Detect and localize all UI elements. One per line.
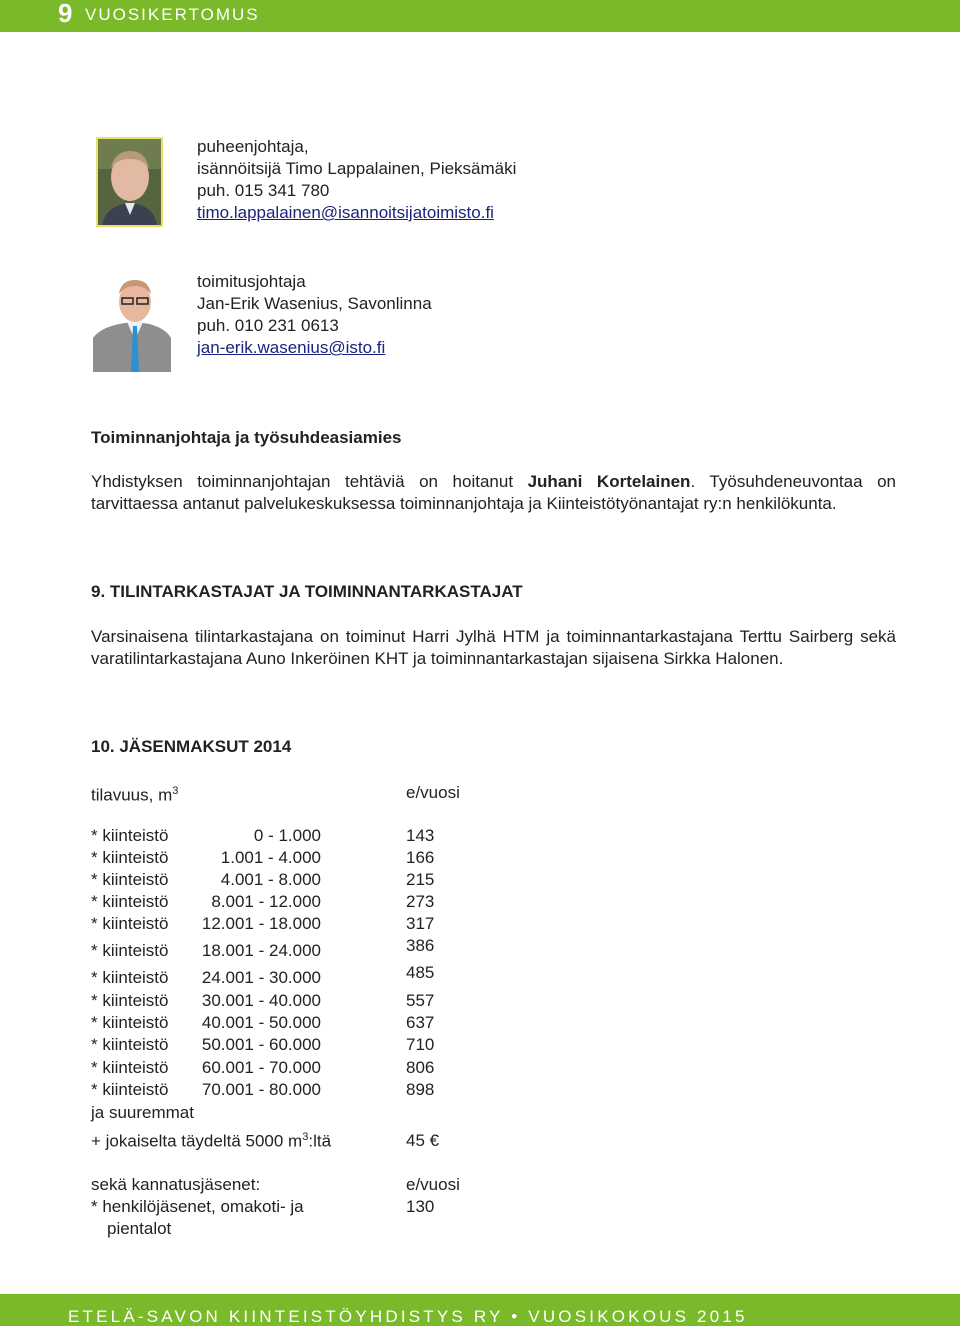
support-item-fee: 130 (406, 1197, 435, 1216)
support-item-line2: pientalot (107, 1219, 172, 1238)
fee-row (91, 1058, 491, 1080)
header-bar (0, 0, 960, 32)
email-link[interactable]: timo.lappalainen@isannoitsijatoimisto.fi (197, 203, 494, 222)
fee-row-range: 12.001 - 18.000 (201, 914, 321, 933)
fee-row (91, 870, 491, 892)
fee-row-label: * kiinteistö (91, 991, 169, 1010)
larger-note: ja suuremmat (91, 1103, 194, 1122)
paragraph-section-9: Varsinaisena tilintarkastajana on toiminut Harri Jylhä HTM ja toiminnantarkastajana Terttu Sairberg sekä varatilintarkastajana Auno Inkeröinen KHT ja toiminnantarkastajan sijaisena Sirkka Halonen. (91, 627, 896, 668)
fee-row-amount: 710 (406, 1035, 435, 1054)
contact-block-1 (197, 136, 516, 224)
fee-row-range: 18.001 - 24.000 (201, 941, 321, 960)
support-members-header: e/vuosi (406, 1175, 460, 1194)
support-members-label: sekä kannatusjäsenet: (91, 1175, 261, 1194)
portrait-photo-jan-erik-wasenius (93, 272, 171, 372)
section-heading-toiminnanjohtaja: Toiminnanjohtaja ja työsuhdeasiamies (91, 428, 402, 447)
fee-row-range: 60.001 - 70.000 (201, 1058, 321, 1077)
fee-row-range: 50.001 - 60.000 (201, 1035, 321, 1054)
role: toimitusjohtaja (197, 272, 306, 291)
fee-row-range: 40.001 - 50.000 (201, 1013, 321, 1032)
fee-row-range: 30.001 - 40.000 (201, 991, 321, 1010)
email-link[interactable]: jan-erik.wasenius@isto.fi (197, 338, 386, 357)
fee-row-label: * kiinteistö (91, 914, 169, 933)
section-heading-10: 10. JÄSENMAKSUT 2014 (91, 737, 292, 756)
fee-row-label: * kiinteistö (91, 1080, 169, 1099)
footer-bar (0, 1294, 960, 1326)
fee-row-amount: 273 (406, 892, 435, 911)
chapter-title: VUOSIKERTOMUS (85, 5, 260, 24)
text-part: . Työsuhdeneuvontaa on tarvittaessa antanut palvelukeskuksessa toiminnanjohtaja ja Kiinteistötyönantajat ry:n henkilökunta. (91, 472, 896, 513)
fee-row-amount: 898 (406, 1080, 435, 1099)
contact-block-2 (197, 271, 432, 359)
fee-row (91, 963, 491, 990)
footer-text: ETELÄ-SAVON KIINTEISTÖYHDISTYS RY • VUOSIKOKOUS 2015 (68, 1307, 748, 1326)
phone: puh. 010 231 0613 (197, 316, 339, 335)
fee-row (91, 936, 491, 963)
fee-row-label: * kiinteistö (91, 1013, 169, 1032)
chapter-number: 9 (58, 0, 73, 28)
fee-row-label: * kiinteistö (91, 892, 169, 911)
column-header-fee: e/vuosi (406, 783, 460, 802)
fee-row-amount: 485 (406, 963, 435, 982)
fee-row-label: * kiinteistö (91, 1058, 169, 1077)
text-part: Yhdistyksen toiminnanjohtajan tehtäviä on hoitanut (91, 472, 528, 491)
fee-row (91, 848, 491, 870)
fee-row (91, 1013, 491, 1035)
paragraph-toiminnanjohtaja (91, 471, 896, 515)
fee-row-range: 1.001 - 4.000 (220, 848, 321, 867)
fee-row-range: 70.001 - 80.000 (201, 1080, 321, 1099)
fee-row-amount: 166 (406, 848, 435, 867)
fee-row-label: * kiinteistö (91, 826, 169, 845)
fee-row (91, 1035, 491, 1057)
fee-row (91, 1080, 491, 1102)
fee-row-amount: 637 (406, 1013, 435, 1032)
fee-row-amount: 386 (406, 936, 435, 955)
fee-row (91, 892, 491, 914)
fee-row-amount: 557 (406, 991, 435, 1010)
fee-row-range: 0 - 1.000 (253, 826, 321, 845)
role: puheenjohtaja, (197, 137, 309, 156)
support-item-line1: * henkilöjäsenet, omakoti- ja (91, 1197, 304, 1216)
extra-fee-value: 45 € (406, 1131, 440, 1150)
fee-row-range: 24.001 - 30.000 (201, 968, 321, 987)
name-bold: Juhani Kortelainen (527, 472, 691, 491)
name: Jan-Erik Wasenius, Savonlinna (197, 294, 432, 313)
extra-fee-label: + jokaiselta täydeltä 5000 $m^3:ltä$ (91, 1131, 332, 1151)
fee-row-label: * kiinteistö (91, 848, 169, 867)
fee-row-amount: 143 (406, 826, 435, 845)
fee-row (91, 914, 491, 936)
fee-row-range: 4.001 - 8.000 (220, 870, 321, 889)
portrait-photo-timo-lappalainen (96, 137, 163, 227)
fee-row-label: * kiinteistö (91, 968, 169, 987)
column-header-volume: tilavuus, $m^3$ (91, 785, 179, 805)
fee-row (91, 991, 491, 1013)
fee-row-amount: 806 (406, 1058, 435, 1077)
fee-row-amount: 317 (406, 914, 435, 933)
fee-row-label: * kiinteistö (91, 941, 169, 960)
fee-row-range: 8.001 - 12.000 (211, 892, 321, 911)
fee-row (91, 826, 491, 848)
name: isännöitsijä Timo Lappalainen, Pieksämäki (197, 159, 517, 178)
section-heading-9: 9. TILINTARKASTAJAT JA TOIMINNANTARKASTAJAT (91, 582, 523, 601)
fee-row-label: * kiinteistö (91, 1035, 169, 1054)
fee-row-amount: 215 (406, 870, 435, 889)
phone: puh. 015 341 780 (197, 181, 330, 200)
fee-row-label: * kiinteistö (91, 870, 169, 889)
